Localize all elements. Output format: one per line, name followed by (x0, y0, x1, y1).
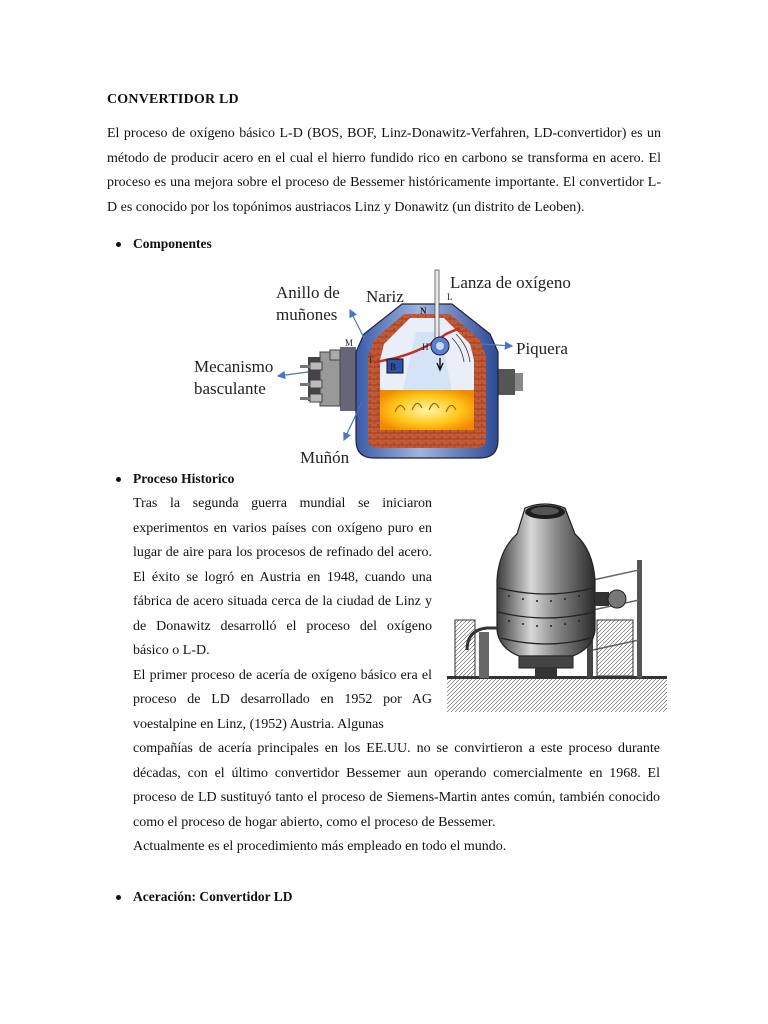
letter-t: T (368, 355, 374, 365)
section-heading-componentes: Componentes (133, 236, 212, 251)
letter-m: M (345, 338, 354, 348)
label-mecanismo-line2: basculante (194, 379, 266, 398)
bullet-dot (116, 477, 121, 482)
historico-paragraph-2-start: El primer proceso de acería de oxígeno básico era el proceso de LD desarrollado en 1952 por AG voestalpine en Linz, (1952) Austria. Algunas (133, 667, 432, 732)
letter-b: B (390, 362, 397, 372)
engraving-vessel-shape (497, 504, 595, 656)
section-heading-aceracion: Aceración: Convertidor LD (133, 889, 293, 904)
intro-paragraph: El proceso de oxígeno básico L-D (BOS, BOF, Linz-Donawitz-Verfahren, LD-convertidor) es un método de producir acero en el cual el hierro fundido rico en carbono se transforma en acero. El proceso es una mejora sobre el proceso de Bessemer históricamente importante. El convertidor L-D es conocido por los topónimos austriacos Linz y Donawitz (un distrito de Leoben). (107, 126, 661, 215)
label-nariz: Nariz (366, 287, 404, 306)
molten-bath-shape (380, 390, 474, 430)
document-title: CONVERTIDOR LD (107, 92, 239, 107)
historico-narrow-text (133, 492, 432, 737)
letter-n: N (420, 306, 427, 316)
label-piquera: Piquera (516, 339, 568, 358)
label-lanza: Lanza de oxígeno (450, 273, 571, 292)
converter-components-diagram (190, 262, 580, 467)
historico-wide-text (133, 737, 660, 860)
historico-paragraph-2-rest: compañías de acería principales en los EE.UU. no se convirtieron a este proceso durante décadas, con el último convertidor Bessemer aun operando comercialmente en 1968. El proceso de LD sustituyó tanto el proceso de Siemens-Martin antes común, también conocido como el proceso de hogar abierto, como el proceso de Bessemer. (133, 741, 660, 830)
tilting-mechanism-shape (300, 350, 340, 406)
historico-paragraph-3: Actualmente es el procedimiento más empleado en todo el mundo. (133, 839, 507, 854)
label-anillo-line2: muñones (276, 305, 338, 324)
bessemer-converter-engraving (447, 500, 667, 712)
historico-paragraph-1: Tras la segunda guerra mundial se iniciaron experimentos en varios países con oxígeno puro en lugar de aire para los procesos de refinado del acero. El éxito se logró en Austria en 1948, cuando una fábrica de acero situada cerca de la ciudad de Linz y de Donawitz desarrolló el proceso del oxígeno básico o L-D. (133, 496, 432, 658)
bullet-aceracion (122, 889, 292, 905)
oxygen-lance-shape (435, 270, 439, 348)
label-munon: Muñón (300, 448, 350, 467)
bullet-dot (116, 242, 121, 247)
bullet-proceso-historico (122, 471, 234, 487)
label-anillo-line1: Anillo de (276, 283, 340, 302)
section-heading-historico: Proceso Historico (133, 471, 235, 486)
label-mecanismo-line1: Mecanismo (194, 357, 274, 376)
bullet-dot (116, 895, 121, 900)
letter-l: L (447, 292, 453, 302)
bullet-componentes (122, 236, 212, 252)
letter-h: H (422, 342, 429, 352)
